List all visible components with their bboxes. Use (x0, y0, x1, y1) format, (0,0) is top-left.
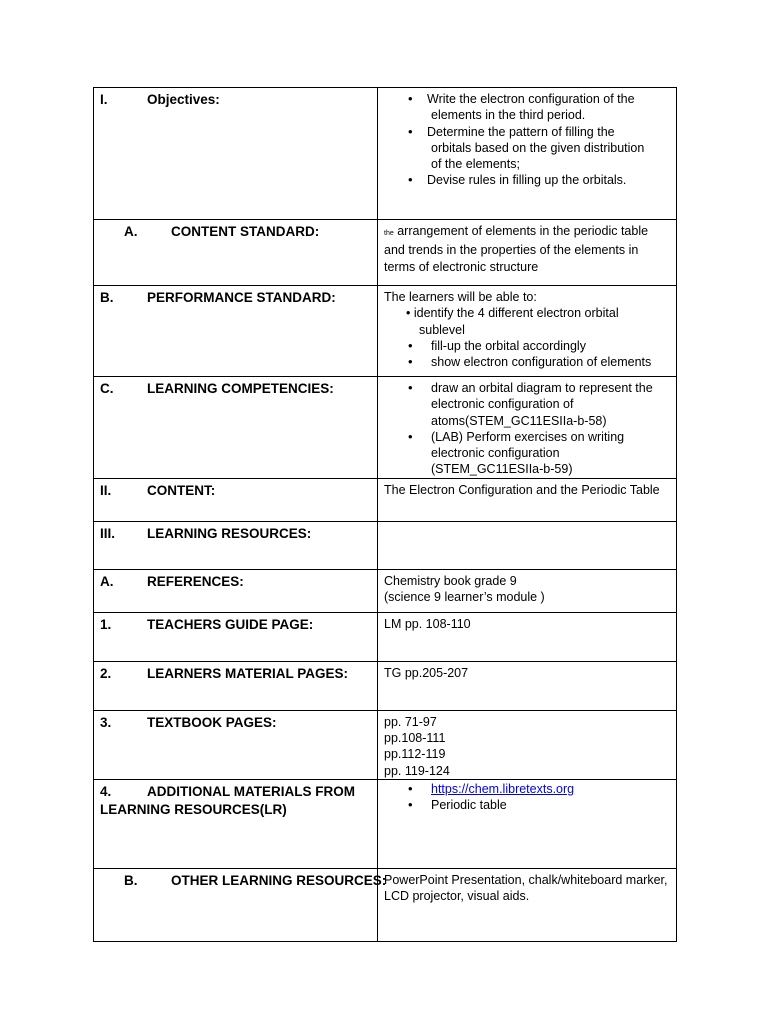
content-standard-prefix: the (384, 230, 394, 237)
other-resources-number: B. (124, 872, 138, 888)
performance-item-1-line-1: • identify the 4 different electron orbital (406, 306, 619, 321)
other-resources-text: PowerPoint Presentation, chalk/whiteboard marker, LCD projector, visual aids. (384, 872, 668, 904)
references-label: REFERENCES: (147, 573, 244, 589)
additional-materials-row (94, 779, 677, 868)
teachers-guide-row (94, 612, 677, 661)
content-heading (94, 479, 377, 500)
learning-competencies-number: C. (100, 381, 114, 396)
references-line-1: Chemistry book grade 9 (384, 573, 517, 588)
list-item: • draw an orbital diagram to represent the electronic configuration of atoms(STEM_GC11ESIIa-b-58) (384, 380, 670, 429)
performance-standard-number: B. (100, 290, 114, 305)
teachers-guide-heading (94, 613, 377, 634)
objective-2-line-3: of the elements; (431, 157, 520, 172)
objective-3-line-1: Devise rules in filling up the orbitals. (427, 173, 627, 188)
list-item (384, 124, 670, 173)
textbook-line-2: pp.108-111 (384, 731, 446, 746)
textbook-line-3: pp.112-119 (384, 747, 446, 762)
performance-standard-label-cell (94, 286, 378, 377)
competencies-list (384, 380, 670, 478)
list-item: • fill-up the orbital accordingly (384, 338, 670, 354)
content-row (94, 478, 677, 521)
learning-resources-number: III. (100, 525, 116, 541)
learning-resources-heading (94, 522, 377, 543)
objectives-label-cell (94, 88, 378, 220)
other-resources-heading (94, 869, 387, 890)
references-row (94, 569, 677, 612)
content-label-cell (94, 478, 378, 521)
learning-competencies-row (94, 377, 677, 479)
references-number: A. (100, 573, 114, 589)
learners-material-number: 2. (100, 665, 112, 681)
list-item (384, 781, 670, 797)
learning-resources-row (94, 521, 677, 569)
textbook-label-cell (94, 710, 378, 779)
additional-materials-list (384, 781, 670, 814)
content-standard-row (94, 220, 677, 286)
references-content-cell (378, 569, 677, 612)
list-item (384, 172, 670, 188)
learning-competencies-content-cell (378, 377, 677, 479)
other-resources-label: OTHER LEARNING RESOURCES: (171, 872, 387, 888)
content-standard-label: CONTENT STANDARD: (171, 224, 320, 239)
textbook-number: 3. (100, 714, 112, 730)
objectives-heading (94, 88, 377, 109)
performance-list (384, 338, 670, 371)
teachers-guide-label-cell (94, 612, 378, 661)
textbook-content-cell (378, 710, 677, 779)
content-text: The Electron Configuration and the Periodic Table (384, 482, 660, 497)
learners-material-text: TG pp.205-207 (384, 665, 469, 680)
list-item (384, 91, 670, 124)
teachers-guide-text: LM pp. 108-110 (384, 616, 471, 631)
additional-materials-content-cell (378, 779, 677, 868)
learning-competencies-label: LEARNING COMPETENCIES: (147, 381, 334, 396)
objective-2-line-1: Determine the pattern of filling the (427, 124, 615, 139)
teachers-guide-number: 1. (100, 616, 112, 632)
objectives-list (384, 91, 670, 189)
textbook-label: TEXTBOOK PAGES: (147, 714, 277, 730)
additional-materials-label: ADDITIONAL MATERIALS FROM LEARNING RESOURCES(LR) (100, 783, 355, 817)
objective-1-line-1: Write the electron configuration of the (427, 92, 635, 106)
objectives-label: Objectives: (147, 92, 220, 107)
performance-standard-heading (94, 286, 377, 307)
objectives-row (94, 88, 677, 220)
teachers-guide-content-cell (378, 612, 677, 661)
content-label: CONTENT: (147, 482, 216, 498)
content-standard-text (378, 220, 676, 275)
learning-competencies-heading (94, 377, 377, 398)
performance-standard-label: PERFORMANCE STANDARD: (147, 290, 336, 305)
textbook-heading (94, 711, 377, 732)
other-resources-label-cell (94, 868, 387, 941)
learners-material-label-cell (94, 661, 378, 710)
learners-material-label: LEARNERS MATERIAL PAGES: (147, 665, 349, 681)
libretexts-link[interactable]: https://chem.libretexts.org (431, 781, 575, 796)
learning-resources-label-cell (94, 521, 378, 569)
references-heading (94, 570, 377, 591)
content-content-cell (378, 478, 677, 521)
content-standard-label-cell (94, 220, 378, 286)
learners-material-row (94, 661, 677, 710)
content-number: II. (100, 482, 112, 498)
list-item: • (LAB) Perform exercises on writing electronic configuration (STEM_GC11ESIIa-b-59) (384, 429, 670, 478)
list-item: • show electron configuration of elements (384, 354, 670, 370)
additional-materials-label-cell (94, 779, 378, 868)
objective-1-line-2: elements in the third period. (431, 108, 586, 123)
objectives-number: I. (100, 92, 108, 107)
performance-item-1-line-2: sublevel (419, 322, 465, 337)
content-standard-number: A. (124, 224, 138, 239)
learners-material-content-cell (378, 661, 677, 710)
learners-material-heading (94, 662, 377, 683)
list-item (384, 305, 670, 338)
list-item: • Periodic table (384, 797, 670, 813)
references-line-2: (science 9 learner’s module ) (384, 590, 545, 605)
references-label-cell (94, 569, 378, 612)
other-resources-row (94, 868, 677, 941)
textbook-row (94, 710, 677, 779)
learning-resources-label: LEARNING RESOURCES: (147, 525, 312, 541)
objective-2-line-2: orbitals based on the given distribution (431, 140, 645, 155)
learning-competencies-label-cell (94, 377, 378, 479)
additional-materials-number: 4. (100, 783, 112, 799)
textbook-line-4: pp. 119-124 (384, 763, 450, 778)
lesson-plan-table (93, 87, 677, 942)
content-standard-content-cell (378, 220, 677, 286)
other-resources-content-cell (378, 868, 677, 941)
performance-standard-row (94, 286, 677, 377)
performance-standard-intro: The learners will be able to: (384, 290, 537, 304)
teachers-guide-label: TEACHERS GUIDE PAGE: (147, 616, 314, 632)
learning-resources-content-cell (378, 521, 677, 569)
textbook-line-1: pp. 71-97 (384, 714, 437, 729)
content-standard-body: arrangement of elements in the periodic table and trends in the properties of the elements in terms of electronic structure (384, 224, 649, 274)
content-standard-heading (94, 220, 377, 241)
objectives-content-cell (378, 88, 677, 220)
performance-standard-content-cell (378, 286, 677, 377)
additional-materials-heading (94, 780, 377, 819)
